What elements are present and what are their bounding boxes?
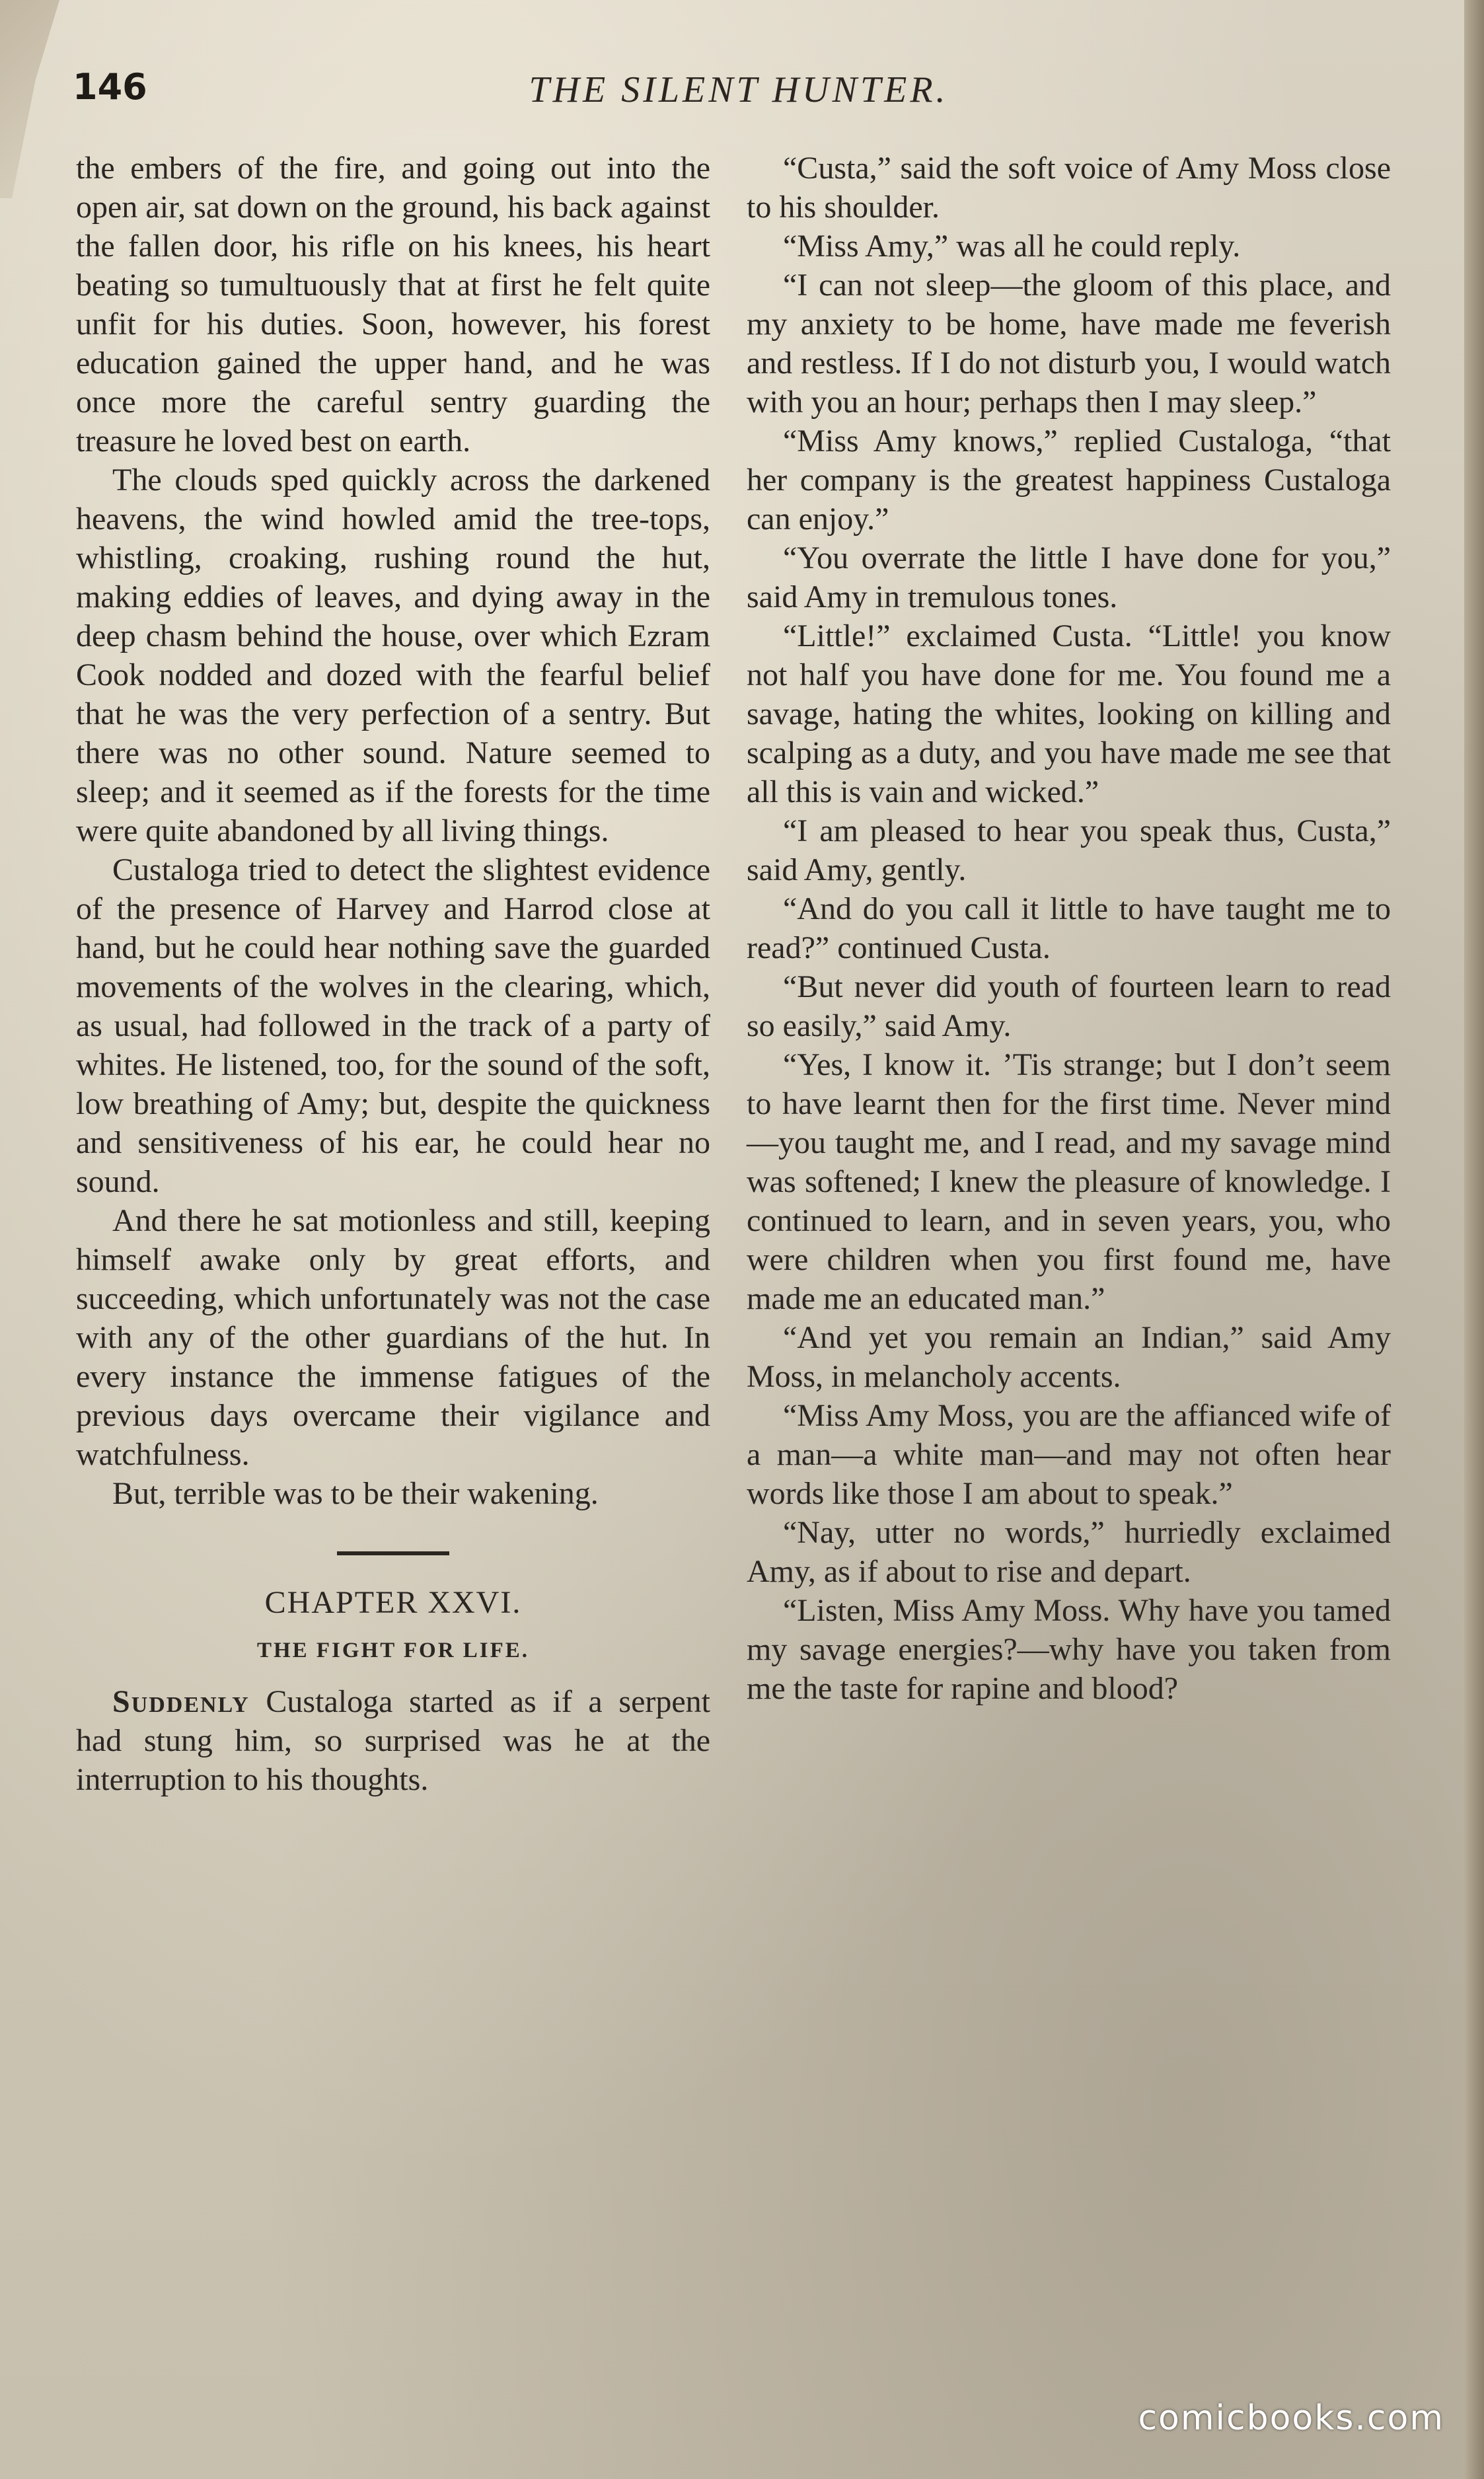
opening-word: Suddenly — [112, 1684, 250, 1719]
paragraph: “But never did youth of fourteen learn to read so easily,” said Amy. — [747, 969, 1391, 1043]
torn-corner — [0, 0, 59, 198]
paragraph: “Miss Amy Moss, you are the affianced wife of a man—a white man—and may not often hear words like those I am about to speak.” — [747, 1398, 1391, 1511]
paragraph: “Custa,” said the soft voice of Amy Moss close to his shoulder. — [747, 151, 1391, 225]
page-header — [73, 66, 1405, 119]
paragraph: “Yes, I know it. ’Tis strange; but I don’t seem to have learnt then for the first time. Never mind—you taught me, and I read, and my savage mind was softened; I knew the pleasure of knowledge. I continued to learn, and in seven years, you, who were children when you first found me, have made me an educated man.” — [747, 1047, 1391, 1316]
paragraph: “Listen, Miss Amy Moss. Why have you tamed my savage energies?—why have you taken from me the taste for rapine and blood? — [747, 1593, 1391, 1706]
paragraph: “You overrate the little I have done for you,” said Amy in tremulous tones. — [747, 540, 1391, 614]
paragraph: “I am pleased to hear you speak thus, Custa,” said Amy, gently. — [747, 813, 1391, 887]
paragraph: “I can not sleep—the gloom of this place, and my anxiety to be home, have made me feverish and restless. If I do not disturb you, I would watch with you an hour; perhaps then I may sleep.” — [747, 268, 1391, 420]
paragraph: “Miss Amy,” was all he could reply. — [783, 229, 1241, 264]
page-number: 146 — [73, 66, 147, 108]
paragraph: And there he sat motionless and still, keeping himself awake only by great efforts, and succeeding, which unfortunately was not the case with any of the other guardians of the hut. In every instance the immense fatigues of the previous days overcame their vigilance and watchfulness. — [76, 1203, 710, 1472]
site-watermark: comicbooks.com — [1138, 2398, 1444, 2438]
paragraph: The clouds sped quickly across the darkened heavens, the wind howled amid the tree-tops, whistling, croaking, rushing round the hut, making eddies of leaves, and dying away in the deep chasm behind the house, over which Ezram Cook nodded and dozed with the fearful belief that he was the very perfection of a sentry. But there was no other sound. Nature seemed to sleep; and it seemed as if the forests for the time were quite abandoned by all living things. — [76, 462, 710, 848]
chapter-opening-paragraph — [76, 1682, 710, 1799]
section-divider — [337, 1551, 449, 1555]
chapter-subtitle: THE FIGHT FOR LIFE. — [256, 1639, 530, 1662]
left-column — [76, 149, 710, 1799]
paragraph: “Nay, utter no words,” hurriedly exclaimed Amy, as if about to rise and depart. — [747, 1515, 1391, 1589]
paragraph: the embers of the fire, and going out into the open air, sat down on the ground, his back against the fallen door, his rifle on his knees, his heart beating so tumultuously that at first he felt quite unfit for his duties. Soon, however, his forest education gained the upper hand, and he was once more the careful sentry guarding the treasure he loved best on earth. — [76, 151, 710, 459]
paragraph: But, terrible was to be their wakening. — [112, 1476, 599, 1511]
opening-text: Custaloga started as if a serpent had stung him, so surprised was he at the interruption to his thoughts. — [76, 1684, 711, 1797]
page-edge-shadow — [1464, 0, 1484, 2479]
paragraph: Custaloga tried to detect the slightest evidence of the presence of Harvey and Harrod close at hand, but he could hear nothing save the guarded movements of the wolves in the clearing, which, as usual, had followed in the track of a party of whites. He listened, too, for the sound of the soft, low breathing of Amy; but, despite the quickness and sensitiveness of his ear, he could hear no sound. — [76, 852, 710, 1199]
paragraph: “Miss Amy knows,” replied Custaloga, “that her company is the greatest happiness Custaloga can enjoy.” — [747, 424, 1391, 536]
chapter-title: CHAPTER XXVI. — [264, 1585, 522, 1620]
paragraph: “Little!” exclaimed Custa. “Little! you know not half you have done for me. You found me a savage, hating the whites, looking on killing and scalping as a duty, and you have made me see that all this is vain and wicked.” — [747, 618, 1391, 809]
right-column — [747, 149, 1391, 1708]
paragraph: “And yet you remain an Indian,” said Amy Moss, in melancholy accents. — [747, 1320, 1391, 1394]
running-title: THE SILENT HUNTER. — [529, 69, 949, 110]
paragraph: “And do you call it little to have taught me to read?” continued Custa. — [747, 891, 1391, 965]
